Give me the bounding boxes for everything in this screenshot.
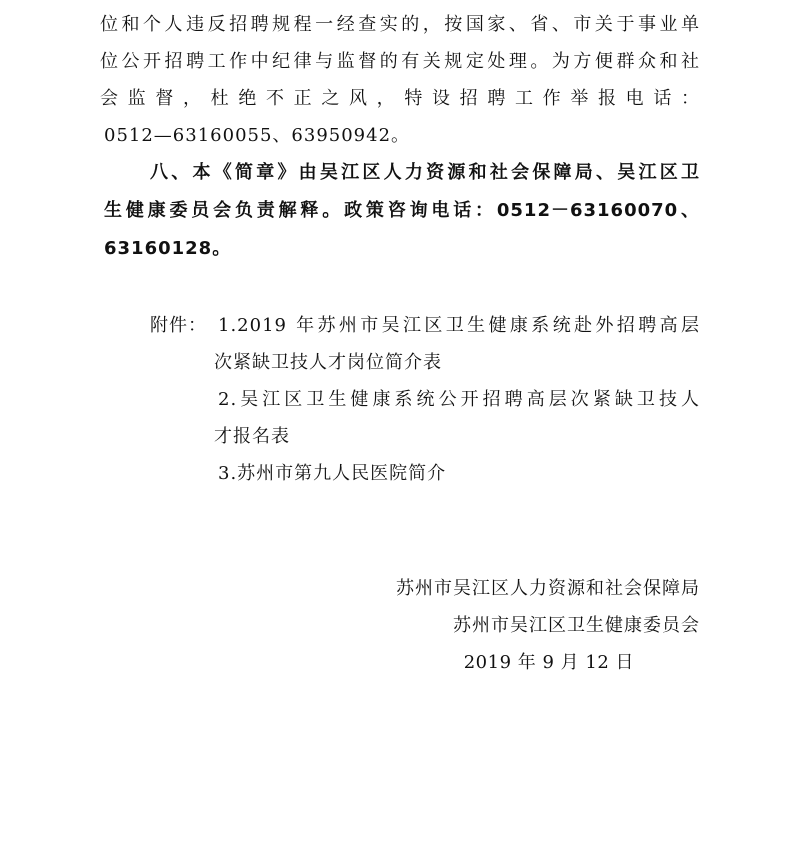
attachment-2-line2: 才报名表: [214, 426, 290, 447]
para7-line2: 位公开招聘工作中纪律与监督的有关规定处理。为方便群众和社: [100, 51, 700, 72]
para7-line1: 位和个人违反招聘规程一经查实的，按国家、省、市关于事业单: [100, 14, 700, 35]
attachment-3: 3.苏州市第九人民医院简介: [218, 463, 447, 484]
attachments-label: 附件：: [150, 315, 207, 336]
para7-line4: 0512—63160055、63950942。: [104, 125, 411, 146]
signature-date: 2019 年 9 月 12 日: [463, 652, 634, 673]
para8-line2: 生健康委员会负责解释。政策咨询电话：0512－63160070、: [104, 200, 700, 221]
attachment-1-line2: 次紧缺卫技人才岗位简介表: [214, 352, 442, 373]
signature-org-hr: 苏州市吴江区人力资源和社会保障局: [396, 578, 700, 599]
attachment-1-line1: 1.2019 年苏州市吴江区卫生健康系统赴外招聘高层: [218, 315, 700, 336]
para8-line3: 63160128。: [104, 238, 232, 259]
para7-line3: 会监督，杜绝不正之风，特设招聘工作举报电话：: [100, 88, 700, 109]
signature-org-health: 苏州市吴江区卫生健康委员会: [453, 615, 700, 636]
para8-line1: 八、本《简章》由吴江区人力资源和社会保障局、吴江区卫: [150, 162, 700, 183]
attachment-2-line1: 2.吴江区卫生健康系统公开招聘高层次紧缺卫技人: [218, 389, 700, 410]
